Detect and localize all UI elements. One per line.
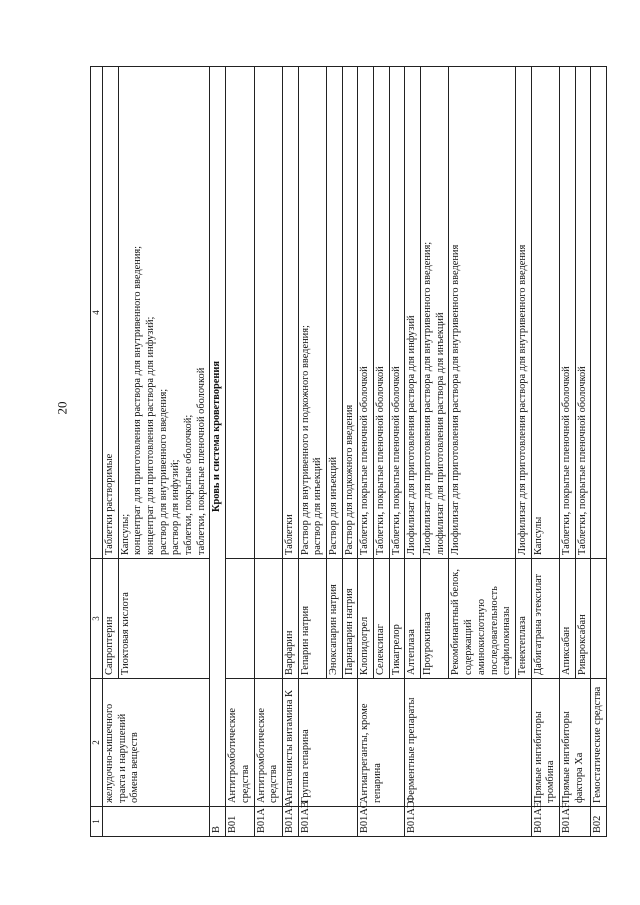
- section-code: B: [210, 807, 226, 837]
- group-name-cell: Гемостатические средства: [591, 679, 607, 807]
- code-cell: B02: [591, 807, 607, 837]
- code-cell: B01AF: [559, 807, 590, 837]
- table-row: [405, 67, 421, 837]
- table-row: [531, 67, 559, 837]
- group-name-cell: Антитромботические средства: [254, 679, 282, 807]
- group-name-cell: Группа гепарина: [298, 679, 358, 807]
- form-cell: Лиофилизат для приготовления раствора для внутривенного введения: [515, 67, 531, 559]
- form-cell: Таблетки, покрытые пленочной оболочкой: [374, 67, 390, 559]
- form-cell: Лиофилизат для приготовления раствора для внутривенного введения; лиофилизат для приготовления раствора для инъекций: [421, 67, 449, 559]
- form-cell: Раствор для инъекций: [326, 67, 342, 559]
- drug-cell: Рекомбинантный белок, содержащий аминокислотную последовательность стафилокиназы: [449, 559, 515, 679]
- drug-cell: Тенектеплаза: [515, 559, 531, 679]
- header-col-1: 1: [91, 807, 103, 837]
- drug-cell: Варфарин: [282, 559, 298, 679]
- drug-cell: Тиоктовая кислота: [118, 559, 210, 679]
- form-cell: Лиофилизат для приготовления раствора для внутривенного введения: [449, 67, 515, 559]
- form-cell: Таблетки: [282, 67, 298, 559]
- code-cell: B01AC: [358, 807, 405, 837]
- header-col-2: 2: [91, 679, 103, 807]
- drug-cell: Сапроптерин: [102, 559, 118, 679]
- drug-list-table: [90, 66, 607, 837]
- drug-cell: Алтеплаза: [405, 559, 421, 679]
- group-name-cell: Прямые ингибиторы тромбина: [531, 679, 559, 807]
- table-row: [591, 67, 607, 837]
- code-cell: B01AB: [298, 807, 358, 837]
- form-cell: Таблетки, покрытые пленочной оболочкой: [575, 67, 591, 559]
- form-cell: Лиофилизат для приготовления раствора для инфузий: [405, 67, 421, 559]
- drug-cell: Проурокиназа: [421, 559, 449, 679]
- page-number: 20: [54, 401, 70, 415]
- drug-cell: Клопидогрел: [358, 559, 374, 679]
- group-name-cell: Антитромботические средства: [226, 679, 254, 807]
- form-cell: Таблетки, покрытые пленочной оболочкой: [559, 67, 575, 559]
- drug-cell: Эноксапарин натрия: [326, 559, 342, 679]
- drug-cell: Апиксабан: [559, 559, 575, 679]
- table-header-row: [91, 67, 103, 837]
- group-name-cell: желудочно-кишечного тракта и нарушений обмена веществ: [102, 679, 210, 807]
- section-heading-row: [210, 67, 226, 837]
- form-cell: Таблетки, покрытые пленочной оболочкой: [358, 67, 374, 559]
- drug-cell: Ривароксабан: [575, 559, 591, 679]
- rotated-table-wrapper: [90, 67, 604, 837]
- header-col-4: 4: [91, 67, 103, 559]
- form-cell: Раствор для подкожного введения: [342, 67, 358, 559]
- code-cell: B01A: [254, 807, 282, 837]
- group-name-cell: Ферментные препараты: [405, 679, 531, 807]
- table-row: [226, 67, 254, 837]
- drug-cell: Дабигатрана этексилат: [531, 559, 559, 679]
- table-row: [559, 67, 575, 837]
- code-cell: B01AD: [405, 807, 531, 837]
- code-cell: B01AE: [531, 807, 559, 837]
- table-row: [102, 67, 118, 837]
- group-name-cell: Прямые ингибиторы фактора Xa: [559, 679, 590, 807]
- section-title: Кровь и система кроветворения: [210, 67, 226, 807]
- table-row: [358, 67, 374, 837]
- table-row: [298, 67, 326, 837]
- form-cell: Раствор для внутривенного и подкожного введения; раствор для инъекций: [298, 67, 326, 559]
- drug-cell: Тикагрелор: [389, 559, 405, 679]
- drug-cell: Гепарин натрия: [298, 559, 326, 679]
- table-row: [254, 67, 282, 837]
- form-cell: Капсулы: [531, 67, 559, 559]
- group-name-cell: Антиагреганты, кроме гепарина: [358, 679, 405, 807]
- header-col-3: 3: [91, 559, 103, 679]
- form-cell: Таблетки, покрытые пленочной оболочкой: [389, 67, 405, 559]
- drug-cell: Парнапарин натрия: [342, 559, 358, 679]
- table-row: [282, 67, 298, 837]
- drug-cell: Селексипаг: [374, 559, 390, 679]
- group-name-cell: Антагонисты витамина К: [282, 679, 298, 807]
- form-cell: Капсулы; концентрат для приготовления раствора для внутривенного введения; концентрат для приготовления раствора для инфузий; раствор для внутривенного введения; раствор для инфузий; таблетки, покрытые оболочкой; таблетки, покрытые пленочной оболочкой: [118, 67, 210, 559]
- code-cell: B01AA: [282, 807, 298, 837]
- code-cell: [102, 807, 210, 837]
- code-cell: B01: [226, 807, 254, 837]
- form-cell: Таблетки растворимые: [102, 67, 118, 559]
